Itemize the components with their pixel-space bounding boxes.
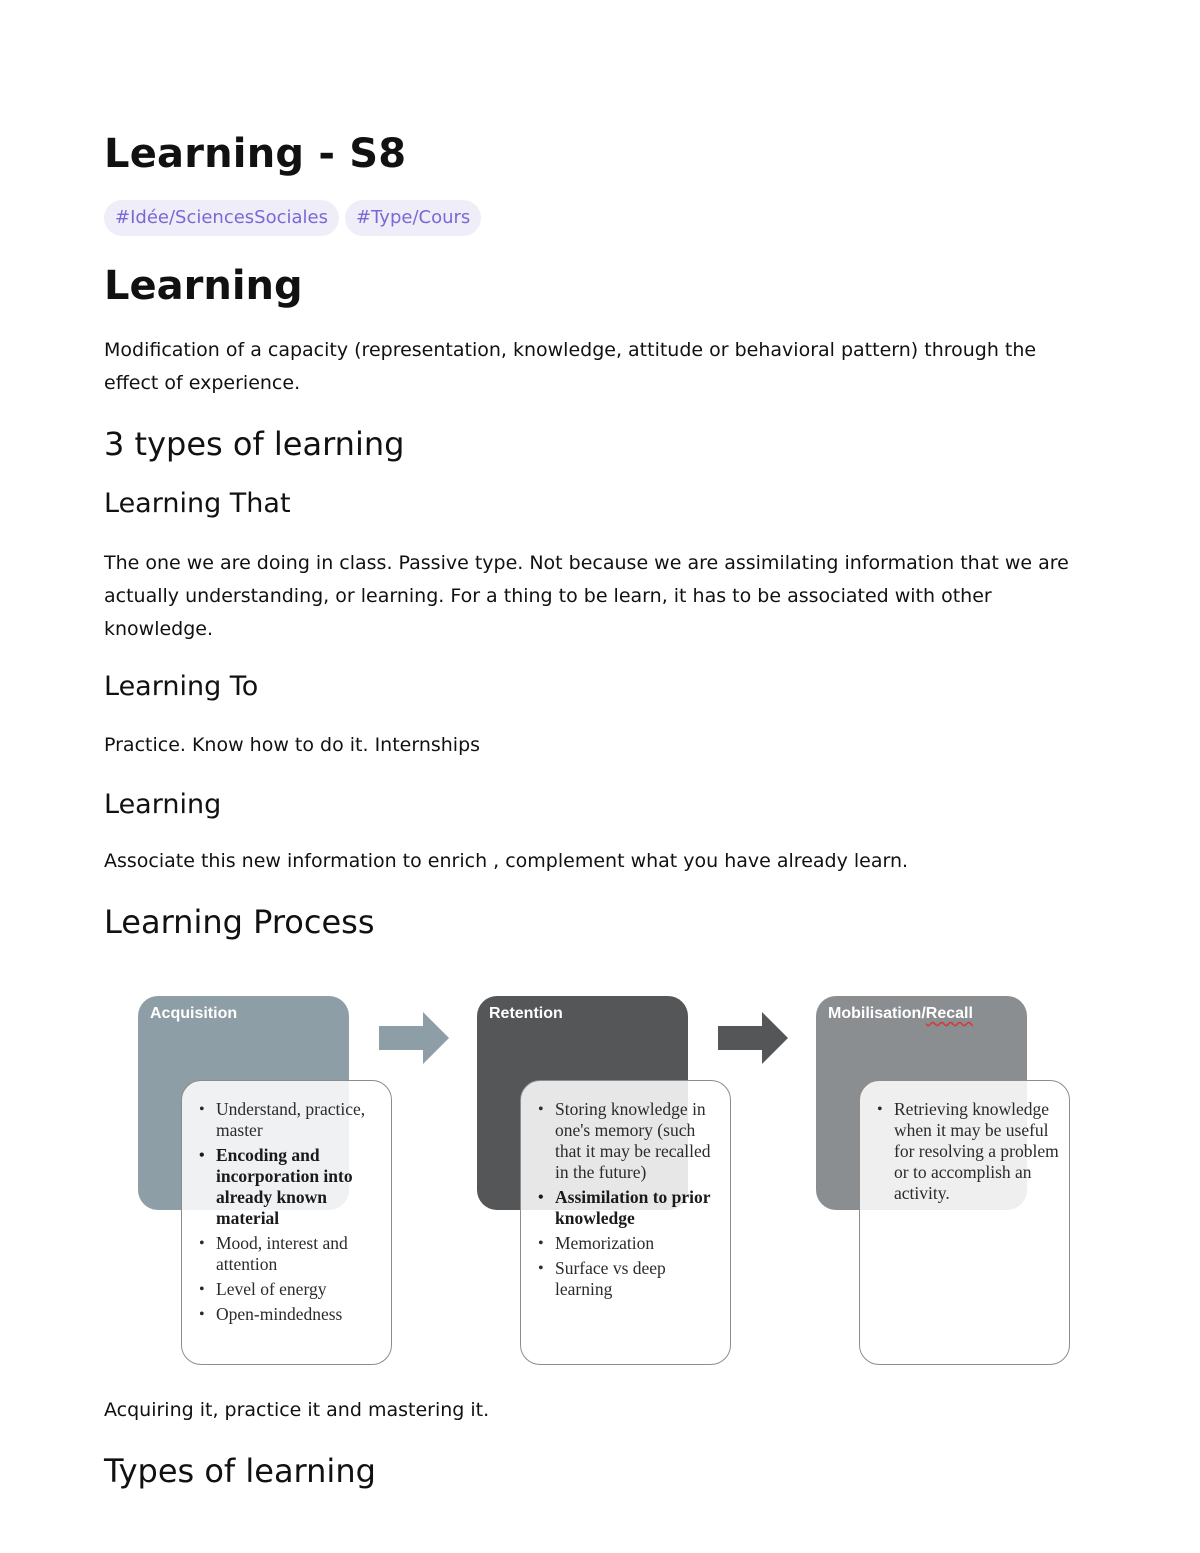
tag-list [104,200,481,236]
acquisition-list [182,1081,391,1325]
heading-learning-to: Learning To [104,671,259,702]
heading-learning-process: Learning Process [104,903,375,941]
recall-list [860,1081,1069,1204]
learning-that-text: The one we are doing in class. Passive type. Not because we are assimilating information that we are actually understanding, or learning. For a thing to be learn, it has to be associated with other knowledge. [104,552,1069,640]
step-recall-details [859,1080,1070,1365]
learning-process-diagram [138,996,1072,1368]
retention-list [521,1081,730,1300]
heading-types-of-learning: Types of learning [104,1452,376,1490]
arrow-right-icon [379,1012,449,1064]
learning-definition: Modification of a capacity (representation, knowledge, attitude or behavioral pattern) through the effect of experience. [104,339,1037,394]
list-item: • Retrieving knowledge when it may be useful for resolving a problem or to accomplish an activity. [894,1099,1063,1204]
process-caption: Acquiring it, practice it and mastering it. [104,1399,490,1421]
list-item: • Encoding and incorporation into already known material [216,1145,385,1229]
step-recall-title-prefix: Mobilisation/ [828,1005,926,1022]
list-item: • Surface vs deep learning [555,1258,724,1300]
learning-third-text: Associate this new information to enrich , complement what you have already learn. [104,850,909,872]
list-item: • Level of energy [216,1279,385,1300]
step-retention-title: Retention [489,1005,563,1022]
step-recall-title-underlined: Recall [925,1005,973,1022]
list-item: • Memorization [555,1233,724,1254]
heading-3-types-of-learning: 3 types of learning [104,425,405,463]
heading-learning-third: Learning [104,789,222,820]
tag-idee-sciences-sociales[interactable]: #Idée/SciencesSociales [104,200,339,236]
step-acquisition-details [181,1080,392,1365]
page-title: Learning - S8 [104,131,407,177]
step-acquisition-title: Acquisition [150,1005,238,1022]
learning-to-text: Practice. Know how to do it. Internships [104,734,481,756]
step-recall-title [828,1005,973,1023]
list-item: • Storing knowledge in one's memory (such that it may be recalled in the future) [555,1099,724,1183]
list-item: • Open-mindedness [216,1304,385,1325]
step-retention-details [520,1080,731,1365]
arrow-right-icon [718,1012,788,1064]
heading-learning: Learning [104,263,303,309]
list-item: • Understand, practice, master [216,1099,385,1141]
list-item: • Mood, interest and attention [216,1233,385,1275]
heading-learning-that: Learning That [104,488,291,519]
list-item: • Assimilation to prior knowledge [555,1187,724,1229]
tag-type-cours[interactable]: #Type/Cours [345,200,481,236]
